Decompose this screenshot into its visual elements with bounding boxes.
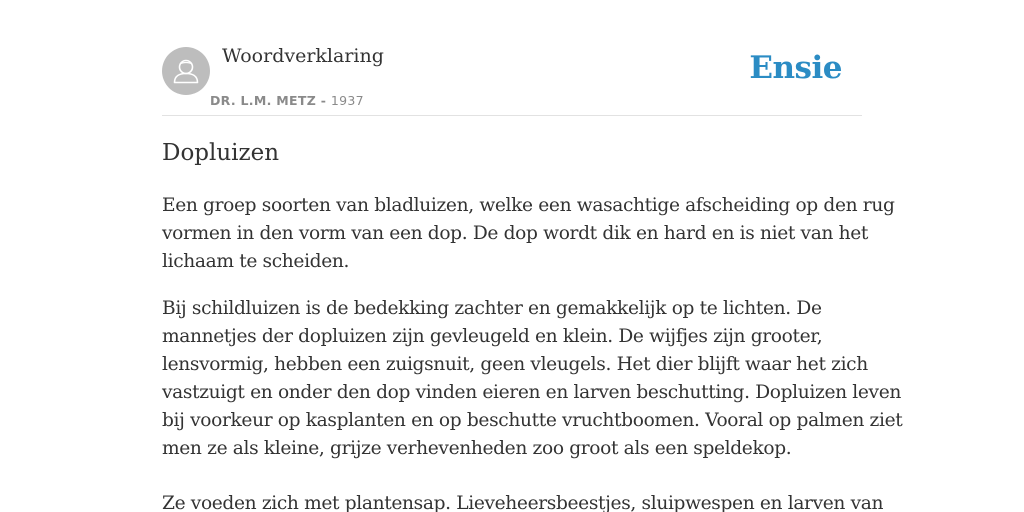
paragraph-line: lichaam te scheiden. <box>162 251 350 272</box>
paragraph-line: men ze als kleine, grijze verhevenheden zoo groot als een speldekop. <box>162 438 792 459</box>
source-title-link[interactable]: Woordverklaring <box>222 45 384 67</box>
paragraph-line: Een groep soorten van bladluizen, welke een wasachtige afscheiding op den rug <box>162 195 895 216</box>
byline-separator: - <box>320 93 327 108</box>
paragraph-line: lensvormig, hebben een zuigsnuit, geen vleugels. Het dier blijft waar het zich <box>162 354 868 375</box>
page-container <box>162 0 903 512</box>
brand-logo[interactable]: Ensie <box>749 50 842 86</box>
paragraph-line: Bij schildluizen is de bedekking zachter en gemakkelijk op te lichten. De <box>162 298 822 319</box>
user-icon-graphic <box>162 47 210 95</box>
entry-paragraph-1 <box>162 192 895 276</box>
author-byline <box>210 93 364 108</box>
paragraph-line: vastzuigt en onder den dop vinden eieren en larven beschutting. Dopluizen leven <box>162 382 901 403</box>
paragraph-line: mannetjes der dopluizen zijn gevleugeld en klein. De wijfjes zijn grooter, <box>162 326 823 347</box>
paragraph-line: bij voorkeur op kasplanten en op beschutte vruchtboomen. Vooral op palmen ziet <box>162 410 903 431</box>
entry-title: Dopluizen <box>162 140 280 166</box>
publication-year: 1937 <box>330 93 364 108</box>
entry-paragraph-2 <box>162 295 903 463</box>
entry-paragraph-3 <box>162 490 884 512</box>
user-icon <box>162 47 210 95</box>
paragraph-line: Ze voeden zich met plantensap. Lieveheersbeestjes, sluipwespen en larven van <box>162 493 884 512</box>
source-header <box>162 0 862 116</box>
paragraph-line: vormen in den vorm van een dop. De dop wordt dik en hard en is niet van het <box>162 223 869 244</box>
author-name[interactable]: DR. L.M. METZ <box>210 93 317 108</box>
